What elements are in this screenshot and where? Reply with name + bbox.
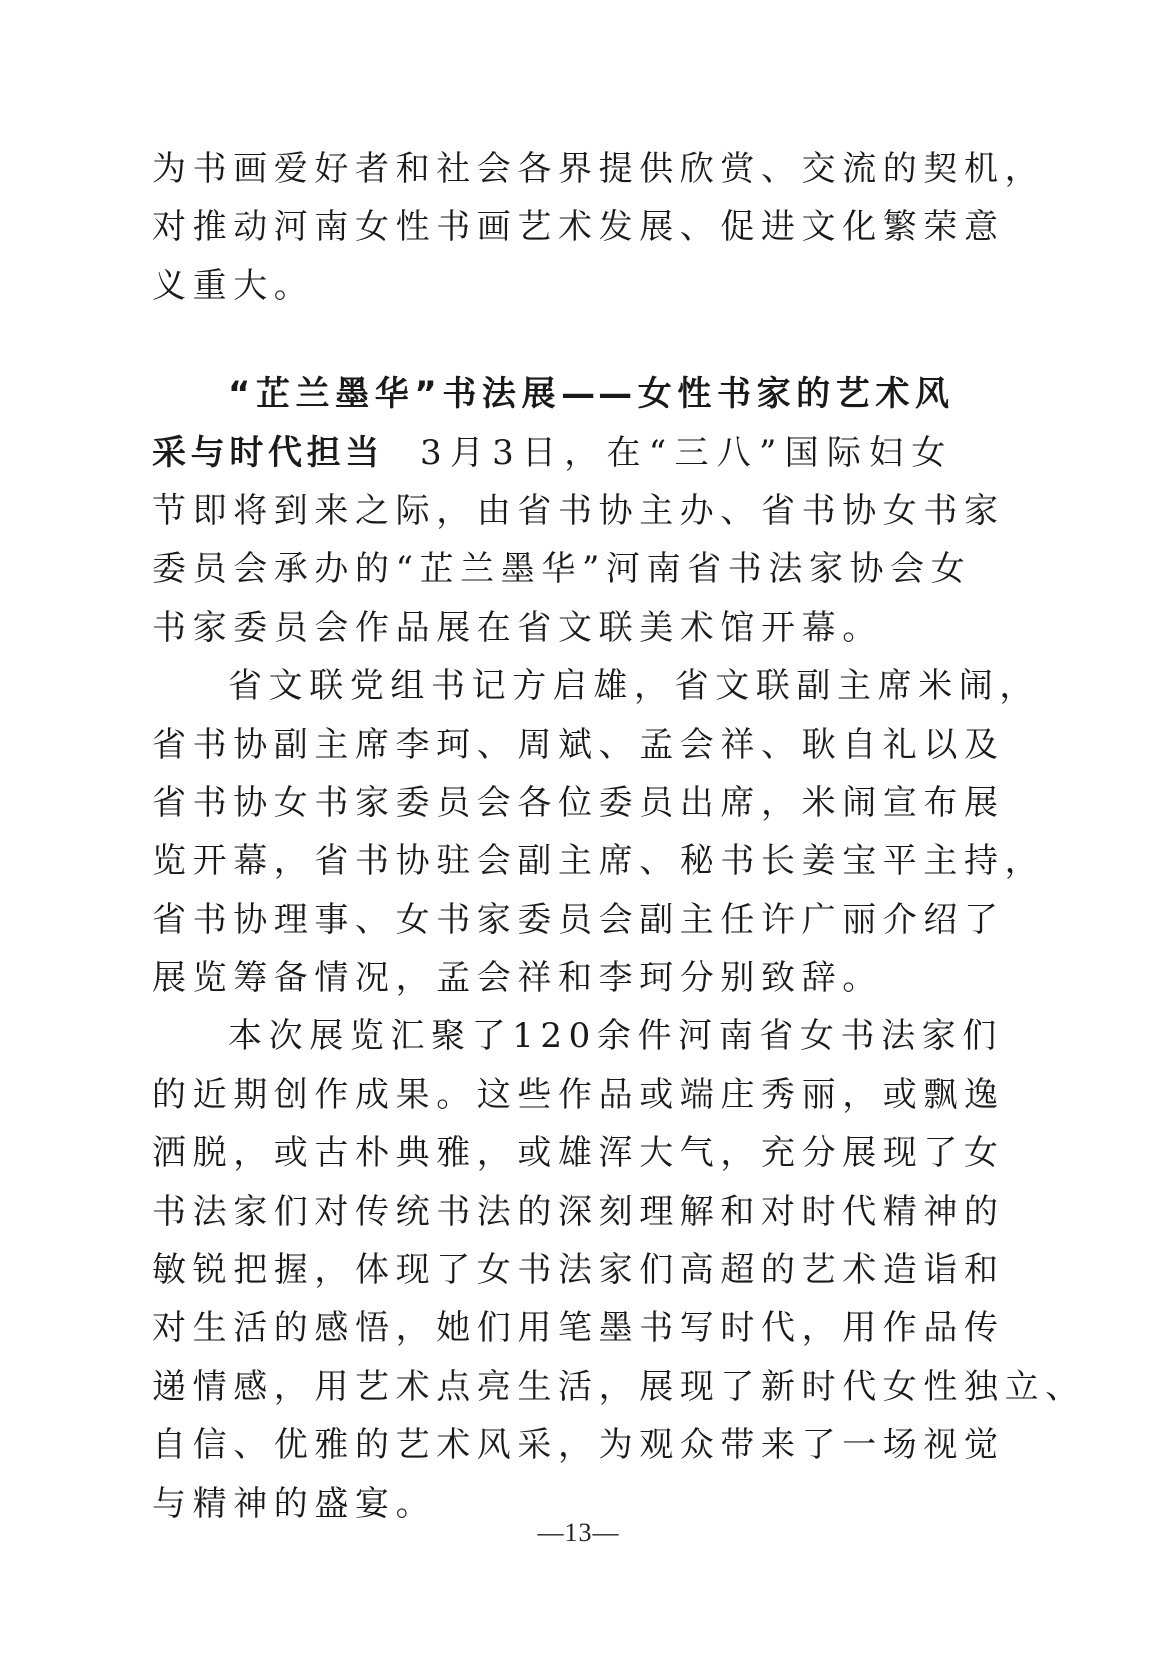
section-heading-line — [152, 365, 952, 423]
section-exhibition — [152, 365, 1086, 1533]
section-heading: “芷兰墨华”书法展——女性书家的艺术风 — [228, 374, 952, 415]
text-line: 自信、优雅的艺术风采，为观众带来了一场视觉 — [152, 1425, 1005, 1466]
text-line: 对推动河南女性书画艺术发展、促进文化繁荣意 — [152, 207, 1005, 248]
document-page — [152, 140, 1086, 1533]
text-line: 洒脱，或古朴典雅，或雄浑大气，充分展现了女 — [152, 1133, 1005, 1174]
text-line: 敏锐把握，体现了女书法家们高超的艺术造诣和 — [152, 1250, 1005, 1291]
text-line: 为书画爱好者和社会各界提供欣赏、交流的契机， — [152, 149, 1046, 189]
paragraph-1 — [152, 482, 1005, 657]
intro-paragraph — [152, 140, 1046, 315]
page-number: —13— — [537, 1518, 620, 1547]
section-spacer — [152, 315, 952, 365]
text-line: 对生活的感悟，她们用笔墨书写时代，用作品传 — [152, 1308, 1005, 1349]
text-line: 与精神的盛宴。 — [152, 1483, 437, 1524]
text-line: 义重大。 — [152, 265, 315, 306]
text-line: 省书协副主席李珂、周斌、孟会祥、耿自礼以及 — [152, 724, 1005, 765]
text-line: 省书协女书家委员会各位委员出席，米闹宣布展 — [152, 782, 1005, 823]
text-line: 省书协理事、女书家委员会副主任许广丽介绍了 — [152, 899, 1005, 940]
text-line: 展览筹备情况，孟会祥和李珂分别致辞。 — [152, 958, 883, 999]
text-line: 览开幕，省书协驻会副主席、秘书长姜宝平主持， — [152, 841, 1046, 882]
text-line: 节即将到来之际，由省书协主办、省书协女书家 — [152, 490, 1005, 531]
text-line: 书法家们对传统书法的深刻理解和对时代精神的 — [152, 1191, 1005, 1232]
text-line: 委员会承办的“芷兰墨华”河南省书法家协会女 — [152, 549, 972, 590]
paragraph-2 — [152, 657, 1046, 1007]
text-line: 本次展览汇聚了120余件河南省女书法家们 — [228, 1016, 1003, 1057]
paragraph-3 — [152, 1007, 1086, 1533]
text-line: 省文联党组书记方启雄，省文联副主席米闹， — [228, 666, 1040, 707]
text-line: 递情感，用艺术点亮生活，展现了新时代女性独立、 — [152, 1366, 1086, 1407]
text-line: 书家委员会作品展在省文联美术馆开幕。 — [152, 607, 883, 648]
section-heading-end: 采与时代担当 — [152, 432, 384, 473]
section-heading-continuation — [152, 424, 952, 482]
text-line: 的近期创作成果。这些作品或端庄秀丽，或飘逸 — [152, 1074, 1005, 1115]
paragraph-lead: 3月3日，在“三八”国际妇女 — [419, 432, 952, 473]
